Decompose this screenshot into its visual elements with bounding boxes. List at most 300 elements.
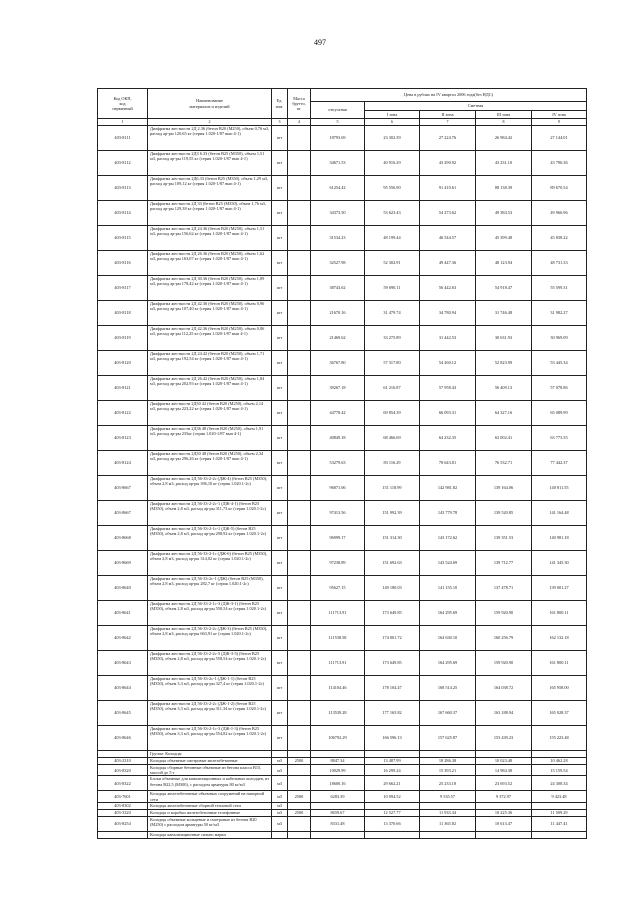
cell-code: 403-8123 [98, 426, 148, 451]
cell-code: 403-8122 [98, 401, 148, 426]
cell-price: 57 958.43 [420, 376, 476, 401]
table-row [98, 376, 587, 401]
cell-code: 403-8111 [98, 126, 148, 151]
cell-price: 143 172.62 [420, 526, 476, 551]
table-row [98, 651, 587, 676]
cell-price: 173 649.85 [365, 651, 420, 676]
cell-name: Диафрагма жесткости 2Д 33 (бетон В25 (М350), объем 1,76 м3, расход ар-ры 129,38 кг (серия 1.020-1/87 вып 4-1) [148, 201, 272, 226]
cell-price: 83 116.29 [365, 451, 420, 476]
cell-price: 165 958.00 [532, 676, 587, 701]
cell-mass [288, 802, 311, 809]
header-zone: I зона [365, 111, 420, 119]
cell-price: 162 132.18 [532, 626, 587, 651]
cell-price: 140 811.55 [532, 476, 587, 501]
cell-mass [288, 751, 311, 758]
cell-unit: шт [272, 201, 288, 226]
cell-mass [288, 151, 311, 176]
cell-price: 61254.42 [311, 176, 365, 201]
cell-price: 24 308.34 [532, 776, 587, 791]
table-row [98, 726, 587, 751]
cell-unit: шт [272, 651, 288, 676]
table-row [98, 676, 587, 701]
cell-price: 38743.62 [311, 276, 365, 301]
cell-mass [288, 831, 311, 838]
cell-price: 54 260.12 [420, 351, 476, 376]
cell-price: 66 093.31 [420, 401, 476, 426]
cell-price: 54 273.62 [420, 201, 476, 226]
cell-price: 32527.98 [311, 251, 365, 276]
cell-price: 139 712.77 [476, 551, 532, 576]
table-row [98, 802, 587, 809]
header-mass-line: Масса [293, 95, 305, 101]
cell-code: 403-8120 [98, 351, 148, 376]
cell-mass [288, 816, 311, 831]
cell-price: 31 479.74 [365, 301, 420, 326]
cell-price: 95627.15 [311, 576, 365, 601]
cell-price: 113539.28 [311, 701, 365, 726]
table-row [98, 501, 587, 526]
cell-price: 178 104.47 [365, 676, 420, 701]
column-number: 8 [476, 119, 532, 126]
header-unit-line: изм. [275, 103, 284, 109]
table-row [98, 831, 587, 838]
cell-code: 403-8641 [98, 601, 148, 626]
cell-unit: шт [272, 251, 288, 276]
cell-price: 10 613.47 [476, 816, 532, 831]
cell-mass [288, 451, 311, 476]
table-row [98, 176, 587, 201]
cell-name: Диафрагма жесткости 2Д30 48 (бетон В20 (М250), объем 2,34 м3, расход ар-ры 296,26 кг (серия 1.020-1/87 вып 4-1) [148, 451, 272, 476]
cell-price [532, 831, 587, 838]
cell-mass [288, 551, 311, 576]
cell-unit: м3 [272, 816, 288, 831]
table-row [98, 201, 587, 226]
cell-code: 403-3320 [98, 809, 148, 816]
cell-price: 26 984.42 [476, 126, 532, 151]
cell-unit: м3 [272, 758, 288, 765]
cell-name: Диафрагма жесткости 2Д 26.36 (бетон В20 (М250), объем 1,62 м3, расход ар-ры 163,07 кг (серия 1.020-1/87 вып 4-1) [148, 251, 272, 276]
header-unit-line: Ед. [276, 98, 283, 104]
cell-price: 18 286.38 [420, 758, 476, 765]
cell-price: 78 643.81 [420, 451, 476, 476]
cell-price: 139 520.85 [476, 501, 532, 526]
column-number: 1 [98, 119, 148, 126]
header-name [148, 89, 272, 119]
cell-price [420, 831, 476, 838]
cell-unit: шт [272, 476, 288, 501]
table-row [98, 326, 587, 351]
cell-price [476, 831, 532, 838]
cell-unit: шт [272, 551, 288, 576]
cell-price [311, 802, 365, 809]
cell-price: 30 631.93 [476, 326, 532, 351]
cell-price: 141 345.30 [532, 551, 587, 576]
cell-code: 403-8668 [98, 526, 148, 551]
cell-unit: шт [272, 501, 288, 526]
cell-price: 48 123.94 [476, 251, 532, 276]
cell-price: 163 188.94 [476, 701, 532, 726]
cell-name: Диафрагма жесткости 2Д 24.36 (бетон В20 (М250), объем 1,51 м3, расход ар-ры 156,62 кг (серия 1.020-1/87 вып 4-1) [148, 226, 272, 251]
cell-price: 159 920.90 [476, 601, 532, 626]
cell-unit: шт [272, 426, 288, 451]
cell-unit: шт [272, 626, 288, 651]
cell-price: 141 164.48 [532, 501, 587, 526]
cell-price: 139 351.53 [476, 526, 532, 551]
table-row [98, 451, 587, 476]
cell-price: 59 690.11 [365, 276, 420, 301]
cell-mass: 2500 [288, 758, 311, 765]
column-number: 5 [311, 119, 365, 126]
cell-price: 69 854.39 [365, 401, 420, 426]
cell-price: 18600.16 [311, 776, 365, 791]
cell-price: 68 466.69 [365, 426, 420, 451]
cell-name: Колодцы объемные смотровые железобетонные [148, 758, 272, 765]
cell-unit [272, 751, 288, 758]
cell-mass: 2500 [288, 791, 311, 802]
cell-mass [288, 701, 311, 726]
cell-price: 31534.23 [311, 226, 365, 251]
cell-mass [288, 176, 311, 201]
cell-unit: м3 [272, 776, 288, 791]
table-row [98, 576, 587, 601]
cell-price [311, 751, 365, 758]
cell-price: 10 023.48 [476, 758, 532, 765]
cell-price: 23 302.39 [365, 126, 420, 151]
cell-code: 403-8320 [98, 765, 148, 776]
header-unit [272, 89, 288, 119]
cell-price: 174 001.72 [365, 626, 420, 651]
cell-unit: шт [272, 401, 288, 426]
cell-price: 10 094.52 [365, 791, 420, 802]
cell-name: Группа: Колодцы [148, 751, 272, 758]
cell-price: 151 118.99 [365, 476, 420, 501]
cell-price: 40849.18 [311, 426, 365, 451]
cell-price: 11 365.82 [420, 816, 476, 831]
cell-price: 31 442.53 [420, 326, 476, 351]
cell-mass [288, 601, 311, 626]
cell-price: 44778.42 [311, 401, 365, 426]
cell-name: Колодцы железобетонные объемных сооружений на напорной сети [148, 791, 272, 802]
cell-mass [288, 401, 311, 426]
header-price-title: Цена в рублях на IV квартал 2006 года(без НДС) [311, 89, 587, 102]
table-row [98, 758, 587, 765]
table-row [98, 791, 587, 802]
header-smetnaya: Сметная [365, 102, 587, 111]
cell-mass [288, 126, 311, 151]
cell-price: 21670.16 [311, 301, 365, 326]
table-row [98, 776, 587, 791]
cell-price: 10029.99 [311, 765, 365, 776]
cell-price: 25 233.18 [420, 776, 476, 791]
cell-mass [288, 576, 311, 601]
cell-price: 65 089.99 [532, 401, 587, 426]
cell-unit: шт [272, 176, 288, 201]
table-row [98, 226, 587, 251]
header-code-line: первичный [112, 106, 133, 112]
cell-price: 53 623.43 [365, 201, 420, 226]
cell-price: 43 290.92 [420, 151, 476, 176]
cell-name: Диафрагма жесткости 2Д 56-33-2-2с (ДЖ-1-2) (бетон В25 (М350), объем 3,3 м3, расход ар-ры 311,34 кг (серия 1.020.1-2с) [148, 701, 272, 726]
cell-code: 403-8124 [98, 451, 148, 476]
cell-unit: шт [272, 351, 288, 376]
cell-unit: шт [272, 276, 288, 301]
cell-price: 21469.62 [311, 326, 365, 351]
cell-price: 149 180.03 [365, 576, 420, 601]
table-row [98, 526, 587, 551]
cell-price: 8331.48 [311, 816, 365, 831]
cell-price: 43 231.10 [476, 151, 532, 176]
cell-code: 403-8667 [98, 476, 148, 501]
cell-price: 173 649.85 [365, 601, 420, 626]
cell-price: 34373.50 [311, 201, 365, 226]
cell-price: 168 514.25 [420, 676, 476, 701]
cell-price: 63 002.41 [476, 426, 532, 451]
cell-name: Диафрагма жесткости 2Д 56-33-2-1с-3 (ДЖ-1-3) (бетон В25 (М350), объем 3,3 м3, расход ар-ры 554,82 кг (серия 1.020.1-2с) [148, 726, 272, 751]
table-row [98, 251, 587, 276]
cell-price: 12 527.77 [365, 809, 420, 816]
cell-code: 403-8644 [98, 676, 148, 701]
cell-price: 43 796.36 [532, 151, 587, 176]
cell-price: 27 224.76 [420, 126, 476, 151]
cell-price: 45 838.22 [532, 226, 587, 251]
cell-name: Диафрагма жесткости 2Д 42.36 (бетон В20 (М250), объем 0,96 м3, расход ар-ры 107,40 кг (серия 1.020-1/87 вып 4-1) [148, 301, 272, 326]
cell-code: 403-8115 [98, 226, 148, 251]
cell-price [532, 751, 587, 758]
cell-price: 95 556.90 [365, 176, 420, 201]
cell-price: 96999.17 [311, 526, 365, 551]
cell-price: 49 447.36 [420, 251, 476, 276]
cell-unit: шт [272, 451, 288, 476]
cell-price: 31 746.48 [476, 301, 532, 326]
cell-name: Диафрагма жесткости 2Д 56-33-2-1с-1 (ДЖ-5) (бетон В25 (М350), объем 2,8 м3, расход ар-ры 298,92 кг (серия 1.020.1-2с) [148, 526, 272, 551]
table-row [98, 751, 587, 758]
cell-price: 31 982.27 [532, 301, 587, 326]
cell-price: 16 299.24 [365, 765, 420, 776]
cell-price: 177 165.82 [365, 701, 420, 726]
cell-price: 153 439.23 [476, 726, 532, 751]
cell-price: 76 532.71 [476, 451, 532, 476]
cell-price: 166 596.13 [365, 726, 420, 751]
header-zone: II зона [420, 111, 476, 119]
cell-name: Диафрагма жесткости 2Д 30.36 (бетон В20 (М250), объем 1,89 м3, расход ар-ры 178,42 кг (серия 1.020-1/87 вып 4-1) [148, 276, 272, 301]
cell-price: 155 223.48 [532, 726, 587, 751]
cell-name: Диафрагма жесткости 2Д 56-33-2с-1 (ДЖ-1-1) (бетон В25 (М350), объем 3,3 м3, расход ар-ры 327,4 кг (серия 1.020.1-2с) [148, 676, 272, 701]
cell-price: 111713.91 [311, 601, 365, 626]
cell-unit: шт [272, 226, 288, 251]
page-number: 497 [314, 38, 326, 47]
column-number: 3 [272, 119, 288, 126]
cell-price: 14 984.38 [476, 765, 532, 776]
cell-price: 13 370.66 [365, 816, 420, 831]
cell-price: 13 487.99 [365, 758, 420, 765]
cell-unit: шт [272, 376, 288, 401]
cell-unit: шт [272, 601, 288, 626]
header-otpusk: отпускная [311, 102, 365, 119]
column-number: 2 [148, 119, 272, 126]
cell-name: Диафрагма жесткости 2Д6.33 (бетон В25 (М350), объем 1,29 м3, расход ар-ры 109,12 кг (серия 1.020-1/87 вып 4-1) [148, 176, 272, 201]
header-mass-line: кг [297, 106, 301, 112]
cell-price: 39267.18 [311, 376, 365, 401]
cell-price: 52 823.99 [476, 351, 532, 376]
cell-code: 403-8119 [98, 326, 148, 351]
cell-code: 403-8669 [98, 551, 148, 576]
table-body [98, 126, 587, 839]
cell-unit [272, 831, 288, 838]
cell-price: 9 423.48 [532, 791, 587, 802]
cell-code: 403-8114 [98, 201, 148, 226]
cell-name: Диафрагма жесткости 2Д 26.42 (бетон В20 (М250), объем 1,84 м3, расход ар-ры 202,93 кг (серия 1.020-1/87 вып 4-1) [148, 376, 272, 401]
cell-mass [288, 501, 311, 526]
cell-name: Колодцы и коробки железобетонные телефонные [148, 809, 272, 816]
cell-price: 53279.63 [311, 451, 365, 476]
cell-mass [288, 651, 311, 676]
cell-name: Диафрагма жесткости 2Д30 42 (бетон В20 (М250), объем 2,14 м3, расход ар-ры 223,22 кг (серия 1.020-1/87 вып 4-1) [148, 401, 272, 426]
table-row [98, 151, 587, 176]
cell-price: 55 599.31 [532, 276, 587, 301]
cell-code: 403-8646 [98, 726, 148, 751]
cell-price: 49 384.53 [476, 201, 532, 226]
cell-mass [288, 426, 311, 451]
cell-mass [288, 676, 311, 701]
cell-mass: 2500 [288, 809, 311, 816]
cell-name: Диафрагма жесткости 2Д 56-33-2с-1 (ДЖ) (бетон В25 (М350), объем 2,8 м3, расход ар-ры 282,7 кг (серия 1.020.1-2с) [148, 576, 272, 601]
cell-unit: шт [272, 126, 288, 151]
cell-price: 164 630.10 [420, 626, 476, 651]
column-number: 9 [532, 119, 587, 126]
cell-unit: шт [272, 676, 288, 701]
cell-price: 151 314.30 [365, 526, 420, 551]
cell-price: 57 078.86 [532, 376, 587, 401]
table-header [98, 89, 587, 126]
cell-price: 18793.69 [311, 126, 365, 151]
header-name-line: Наименование [196, 98, 223, 104]
cell-mass [288, 226, 311, 251]
cell-name: Колодцы железобетонные сборной тепловой сети [148, 802, 272, 809]
cell-price: 161 800.11 [532, 601, 587, 626]
cell-price: 48 199.44 [365, 226, 420, 251]
cell-code: 403-8640 [98, 576, 148, 601]
cell-unit: м3 [272, 791, 288, 802]
price-table [97, 88, 587, 839]
cell-name: Блоки объемные для канализационных и кабельных колодцев, из бетона В22,5 (М300), с расходом арматуры 80 кг/м3 [148, 776, 272, 791]
cell-price: 27 144.01 [532, 126, 587, 151]
cell-price: 111538.58 [311, 626, 365, 651]
price-table-container [97, 88, 586, 839]
cell-price: 54 918.47 [476, 276, 532, 301]
cell-price: 141 155.10 [420, 576, 476, 601]
cell-price: 36767.80 [311, 351, 365, 376]
cell-price: 159 920.90 [476, 651, 532, 676]
column-number: 7 [420, 119, 476, 126]
cell-unit: шт [272, 526, 288, 551]
cell-name: Диафрагма жесткости 2Д 42.36 (бетон В20 (М250), объем 0,86 м3, расход ар-ры 112,25 кг (серия 1.020-1/87 вып 4-1) [148, 326, 272, 351]
header-zone: IV зона [532, 111, 587, 119]
header-code-line: код [119, 100, 126, 106]
cell-price: 11 509.29 [532, 809, 587, 816]
cell-code: 403-8113 [98, 176, 148, 201]
cell-name: Диафрагма жесткости 2Д 56-33-2-2с-5 (ДЖ-3-5) (бетон В25 (М350), объем 2,8 м3, расход ар-ры 558,54 кг (серия 1.020.1-2с) [148, 651, 272, 676]
cell-price: 91 410.61 [420, 176, 476, 201]
cell-price: 137 478.71 [476, 576, 532, 601]
cell-unit: шт [272, 701, 288, 726]
cell-code [98, 831, 148, 838]
cell-price: 142 981.82 [420, 476, 476, 501]
cell-price: 111713.91 [311, 651, 365, 676]
cell-unit: шт [272, 576, 288, 601]
cell-name: Диафрагма жесткости 2Д 24.42 (бетон В20 (М250), объем 1,71 м3, расход ар-ры 192,54 кг (серия 1.020-1/87 вып 4-1) [148, 351, 272, 376]
cell-price: 10 225.36 [476, 809, 532, 816]
cell-price: 143 779.78 [420, 501, 476, 526]
cell-price: 165 028.37 [532, 701, 587, 726]
cell-name: Диафрагма жесткости 2Д 2.36 (бетон В20 (М250), объем 0,76 м3, расход ар-ры 120,65 кг (серия 1.020-1/87 вып 4-1) [148, 126, 272, 151]
cell-mass [288, 776, 311, 791]
cell-price [311, 831, 365, 838]
cell-name: Колодцы сборные бетонные объемные из бетона класса В15, массой до 5 т [148, 765, 272, 776]
cell-price: 30 969.09 [532, 326, 587, 351]
cell-price: 97413.56 [311, 501, 365, 526]
cell-name: Диафрагма жесткости 2Д 56-33-2-1с-3 (ДЖ-3-1) (бетон В25 (М350), объем 2,8 м3, расход ар-ры 558,54 кг (серия 1.020.1-2с) [148, 601, 272, 626]
cell-mass [288, 326, 311, 351]
cell-price: 140 981.18 [532, 526, 587, 551]
cell-mass [288, 301, 311, 326]
cell-mass [288, 476, 311, 501]
cell-mass [288, 765, 311, 776]
cell-price [365, 802, 420, 809]
cell-mass [288, 251, 311, 276]
cell-mass [288, 351, 311, 376]
cell-mass [288, 526, 311, 551]
cell-price: 89 670.54 [532, 176, 587, 201]
cell-price: 167 660.37 [420, 701, 476, 726]
cell-unit: шт [272, 301, 288, 326]
cell-price: 34671.53 [311, 151, 365, 176]
cell-price: 9 535.57 [420, 791, 476, 802]
cell-price: 11 447.41 [532, 816, 587, 831]
table-row [98, 401, 587, 426]
cell-name: Диафрагма жесткости 2ДЗ6 48 (бетон В20 (М250), объем 1,91 м3, расход ар-ры 235кг (серия 1.020-1/87 вып 4-1) [148, 426, 272, 451]
cell-code: 403-8302 [98, 802, 148, 809]
cell-price: 63 773.55 [532, 426, 587, 451]
cell-price [476, 751, 532, 758]
cell-price: 49 966.96 [532, 201, 587, 226]
cell-code: 403-8116 [98, 251, 148, 276]
cell-price: 151 692.63 [365, 551, 420, 576]
cell-price: 29 662.21 [365, 776, 420, 791]
cell-unit: м3 [272, 765, 288, 776]
cell-code: 403-8121 [98, 376, 148, 401]
table-row [98, 701, 587, 726]
cell-price [420, 802, 476, 809]
cell-price: 52 302.91 [365, 251, 420, 276]
column-number: 4 [288, 119, 311, 126]
table-row [98, 765, 587, 776]
cell-price: 139 164.06 [476, 476, 532, 501]
cell-price: 45 399.48 [476, 226, 532, 251]
cell-name: Колодцы объемные кольцевые и смотровые из бетона В20 (М250) с расходом арматуры 50 кг/м3 [148, 816, 272, 831]
table-row [98, 816, 587, 831]
cell-code: 403-8643 [98, 651, 148, 676]
cell-price: 8847.34 [311, 758, 365, 765]
cell-mass [288, 201, 311, 226]
cell-name: Колодцы канализационные сильно марки [148, 831, 272, 838]
cell-price: 11 933.34 [420, 809, 476, 816]
header-mass-line: брутто, [292, 100, 306, 106]
header-mass [288, 89, 311, 119]
cell-name: Диафрагма жесткости 2Д 56-33-2-2с (ДЖ-3) (бетон В25 (М350), объем 2,8 м3, расход ар-ры 663,91 кг (серия 1.020.1-2с) [148, 626, 272, 651]
cell-price [420, 751, 476, 758]
table-row [98, 626, 587, 651]
cell-price: 161 800.11 [532, 651, 587, 676]
